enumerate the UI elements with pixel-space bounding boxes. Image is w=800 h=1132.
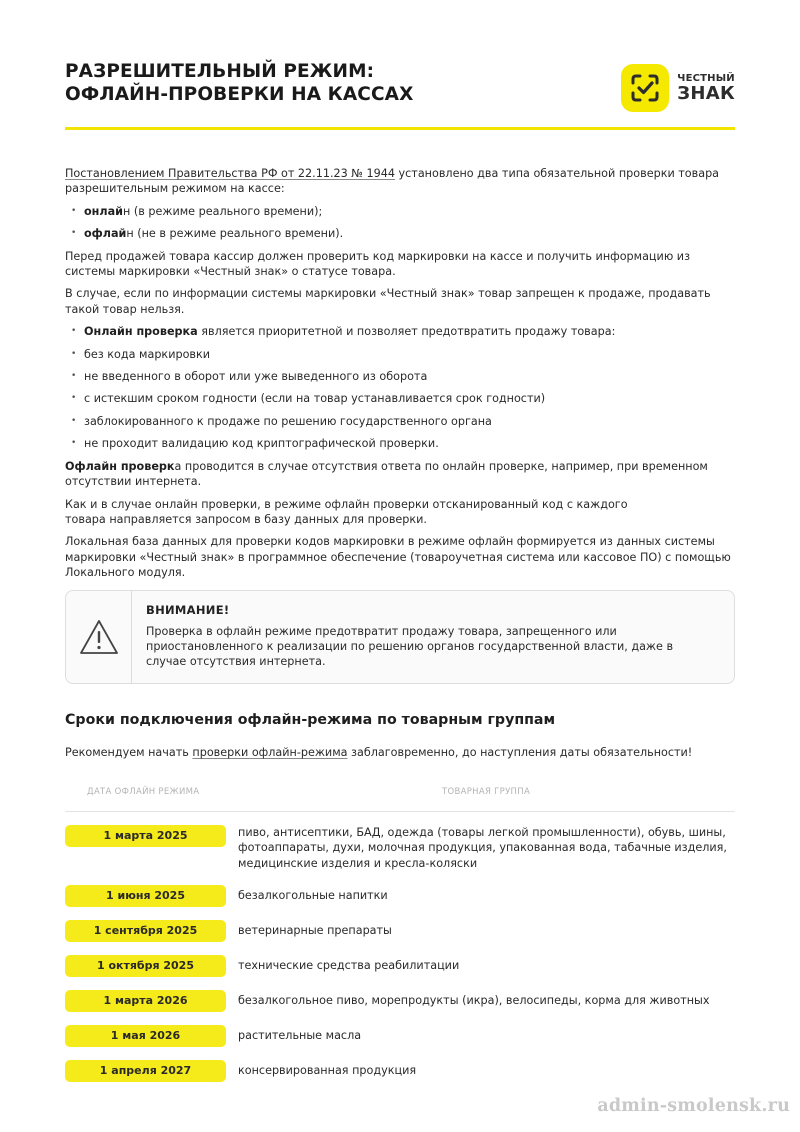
intro-paragraph-6: Локальная база данных для проверки кодов маркировки в режиме офлайн формируется из данных системы маркировки «Честный знак» в программное обеспечение (товароучетная система или кассовое ПО) с помощью Локального модуля. [65,535,731,580]
product-group: технические средства реабилитации [238,959,460,972]
header-divider [65,127,735,130]
warning-triangle-icon [78,618,120,656]
offline-check-link[interactable]: проверки офлайн-режима [192,746,348,759]
date-badge: 1 июня 2025 [65,885,226,907]
chestny-znak-logo [621,64,735,112]
warning-icon-area [66,591,132,683]
date-badge: 1 марта 2025 [65,825,226,847]
product-group: растительные масла [238,1029,362,1042]
intro-paragraph-3: В случае, если по информации системы маркировки «Честный знак» товар запрещен к продаже, продавать такой товар нельзя. [65,287,711,316]
column-header-date: ДАТА ОФЛАЙН РЕЖИМА [87,787,200,797]
date-badge: 1 мая 2026 [65,1025,226,1047]
warning-callout [65,590,735,684]
list-item: • заблокированного к продаже по решению государственного органа [65,414,735,429]
warning-text: Проверка в офлайн режиме предотвратит продажу товара, запрещенного или приостановленного к реализации по решению органов государственной власти, даже в случае отсутствия интернета. [146,625,674,669]
logo-line-2: ЗНАК [677,83,735,104]
list-item: • с истекшим сроком годности (если на товар устанавливается срок годности) [65,391,735,406]
date-badge: 1 сентября 2025 [65,920,226,942]
logo-text [677,73,735,103]
product-group: безалкогольное пиво, морепродукты (икра), велосипеды, корма для животных [238,994,710,1007]
product-group: пиво, антисептики, БАД, одежда (товары легкой промышленности), обувь, шины, фотоаппараты, духи, молочная продукция, упакованная вода, табачные изделия, медицинские изделия и кресла-коляски [238,826,727,870]
check-modes-list [65,204,735,242]
intro-section [65,166,735,588]
list-item: • Онлайн проверка является приоритетной и позволяет предотвратить продажу товара: [65,324,735,339]
list-item: • без кода маркировки [65,347,735,362]
list-item: • офлайн (не в режиме реального времени). [65,226,735,241]
list-item: • не введенного в оборот или уже выведенного из оборота [65,369,735,384]
page-header [65,60,735,130]
online-check-list [65,324,735,451]
logo-check-icon [621,64,669,112]
intro-paragraph-2: Перед продажей товара кассир должен проверить код маркировки на кассе и получить информацию из системы маркировки «Честный знак» о статусе товара. [65,249,691,279]
logo-line-1: ЧЕСТНЫЙ [677,73,735,84]
date-badge: 1 октября 2025 [65,955,226,977]
decree-link[interactable]: Постановлением Правительства РФ от 22.11.23 № 1944 [65,167,395,180]
date-badge: 1 апреля 2027 [65,1060,226,1082]
intro-paragraph-1: Постановлением Правительства РФ от 22.11.23 № 1944 установлено два типа обязательной проверки товара разрешительным режимом на кассе: [65,167,720,196]
intro-paragraph-5: Как и в случае онлайн проверки, в режиме офлайн проверки отсканированный код с каждого товара направляется запросом в базу данных для проверки. [65,497,628,526]
product-group: консервированная продукция [238,1064,417,1077]
table-header-divider [65,811,735,812]
warning-title: ВНИМАНИЕ! [146,603,230,617]
schedule-title: Сроки подключения офлайн-режима по товарным группам [65,712,556,728]
product-group: ветеринарные препараты [238,924,392,937]
intro-paragraph-4: Офлайн проверка проводится в случае отсутствия ответа по онлайн проверке, например, при временном отсутствии интернета. [65,459,708,489]
date-badge: 1 марта 2026 [65,990,226,1012]
product-group: безалкогольные напитки [238,889,388,902]
title-line-1: РАЗРЕШИТЕЛЬНЫЙ РЕЖИМ: [65,61,375,82]
column-header-group: ТОВАРНАЯ ГРУППА [442,787,531,797]
site-watermark: admin-smolensk.ru [597,1096,790,1116]
list-item: • не проходит валидацию код криптографической проверки. [65,436,735,451]
schedule-recommendation: Рекомендуем начать проверки офлайн-режима заблаговременно, до наступления даты обязательности! [65,746,693,759]
title-line-2: ОФЛАЙН-ПРОВЕРКИ НА КАССАХ [65,84,414,105]
list-item: • онлайн (в режиме реального времени); [65,204,735,219]
